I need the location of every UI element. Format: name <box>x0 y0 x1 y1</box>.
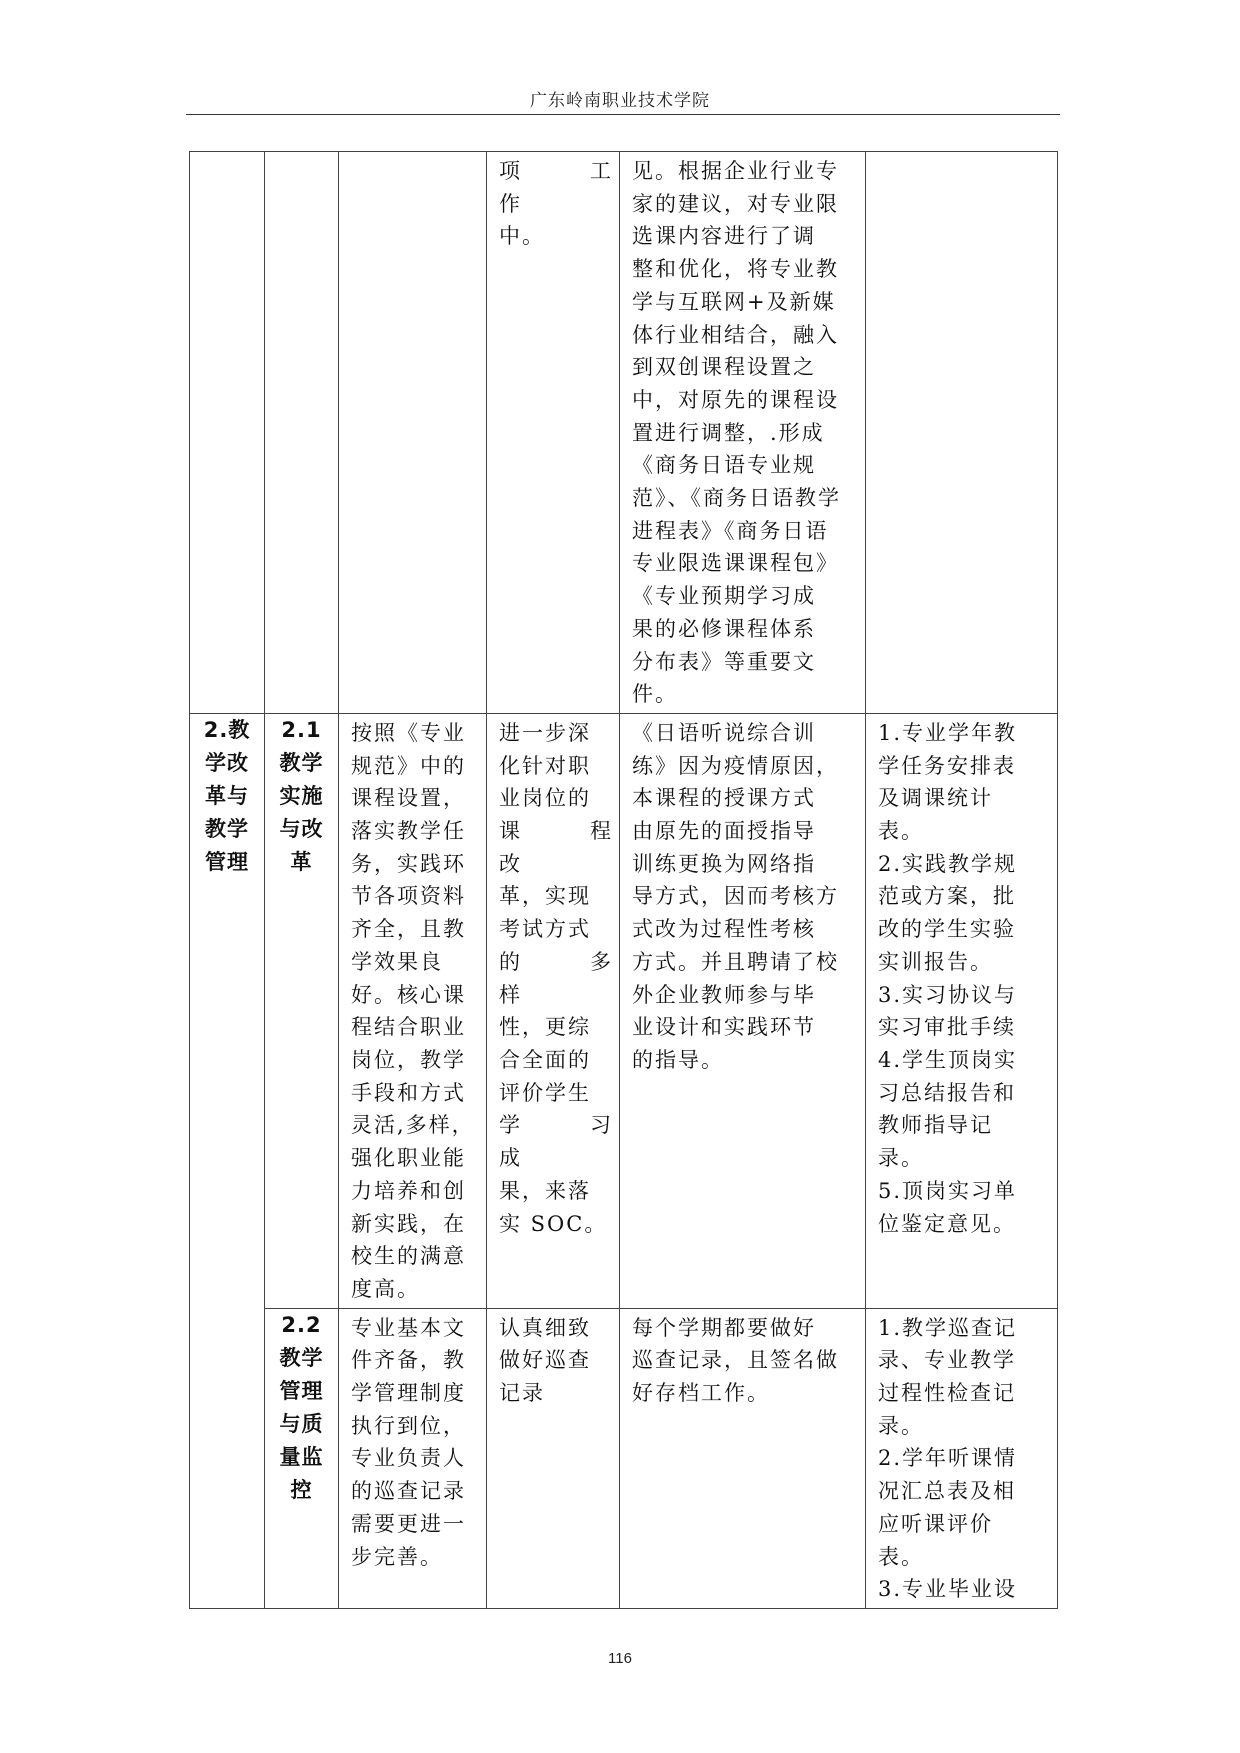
continued-col5-cell <box>620 152 866 714</box>
standard-cell <box>339 1308 487 1608</box>
continued-measure-text: 项 工 作 中。 <box>499 159 613 249</box>
standard-text: 专业基本文 件齐备，教 学管理制度 执行到位， 专业负责人 的巡查记录 需要更进一 步完善。 <box>351 1315 466 1569</box>
sub-item-cell <box>265 1308 339 1608</box>
evidence-cell <box>866 713 1058 1308</box>
standard-cell <box>339 713 487 1308</box>
sub-item-label: 2.1 教学 实施 与改 革 <box>279 717 324 874</box>
header-title: 广东岭南职业技术学院 <box>530 91 710 111</box>
measure-cell <box>487 713 620 1308</box>
table-row-2-2 <box>190 1308 1058 1608</box>
header-rule <box>186 114 1060 115</box>
status-text: 《日语听说综合训 练》因为疫情原因， 本课程的授课方式 由原先的面授指导 训练更换为网络指 导方式，因而考核方 式改为过程性考核 方式。并且聘请了校 外企业教师参与毕 业设计和实践环节 的指导。 <box>632 720 839 1072</box>
evidence-text: 1.教学巡查记 录、专业教学 过程性检查记 录。 2.学年听课情 况汇总表及相 应听课评价 表。 3.专业毕业设 <box>878 1315 1018 1602</box>
section-label: 2.教 学改 革与 教学 管理 <box>203 717 251 874</box>
sub-item-label: 2.2 教学 管理 与质 量监 控 <box>279 1312 324 1502</box>
continued-status-text: 见。根据企业行业专 家的建议，对专业限 选课内容进行了调 整和优化，将专业教 学与互联网+及新媒 体行业相结合，融入 到双创课程设置之 中，对原先的课程设 置进行调整，.形成 《商务日语专业规 范》、《商务日语教学 进程表》《商务日语 专业限选课课程包》 《专业预期学习成 果的必修课程体系 分布表》等重要文 件。 <box>632 159 841 707</box>
evidence-cell <box>866 1308 1058 1608</box>
standard-text: 按照《专业 规范》中的 课程设置， 落实教学任 务，实践环 节各项资料 齐全，且教 学效果良 好。核心课 程结合职业 岗位，教学 手段和方式 灵活,多样， 强化职业能 力培养和创 新实践，在 校生的满意 度高。 <box>351 720 475 1301</box>
table-row-2-1 <box>190 713 1058 1308</box>
evaluation-table <box>189 151 1058 1609</box>
continued-col2-cell <box>265 152 339 714</box>
measure-cell <box>487 1308 620 1608</box>
continued-col4-cell <box>487 152 620 714</box>
evidence-text: 1.专业学年教 学任务安排表 及调课统计 表。 2.实践教学规 范或方案，批 改的学生实验 实训报告。 3.实习协议与 实习审批手续 4.学生顶岗实 习总结报告和 教师指导记 录。 5.顶岗实习单 位鉴定意见。 <box>878 720 1018 1236</box>
table-row-continued <box>190 152 1058 714</box>
continued-col6-cell <box>866 152 1058 714</box>
measure-text: 认真细致 做好巡查 记录 <box>499 1315 591 1406</box>
section-label-cell <box>190 713 265 1608</box>
sub-item-cell <box>265 713 339 1308</box>
status-text: 每个学期都要做好 巡查记录，且签名做 好存档工作。 <box>632 1315 839 1406</box>
continued-col1-cell <box>190 152 265 714</box>
status-cell <box>620 713 866 1308</box>
page-number: 116 <box>608 1650 632 1667</box>
measure-text: 进一步深 化针对职 业岗位的 课 程 改 革，实现 考试方式 的 多 样 性，更综 合全面的 评价学生 学 习 成 果，来落 实 SOC。 <box>499 720 613 1236</box>
status-cell <box>620 1308 866 1608</box>
continued-col3-cell <box>339 152 487 714</box>
